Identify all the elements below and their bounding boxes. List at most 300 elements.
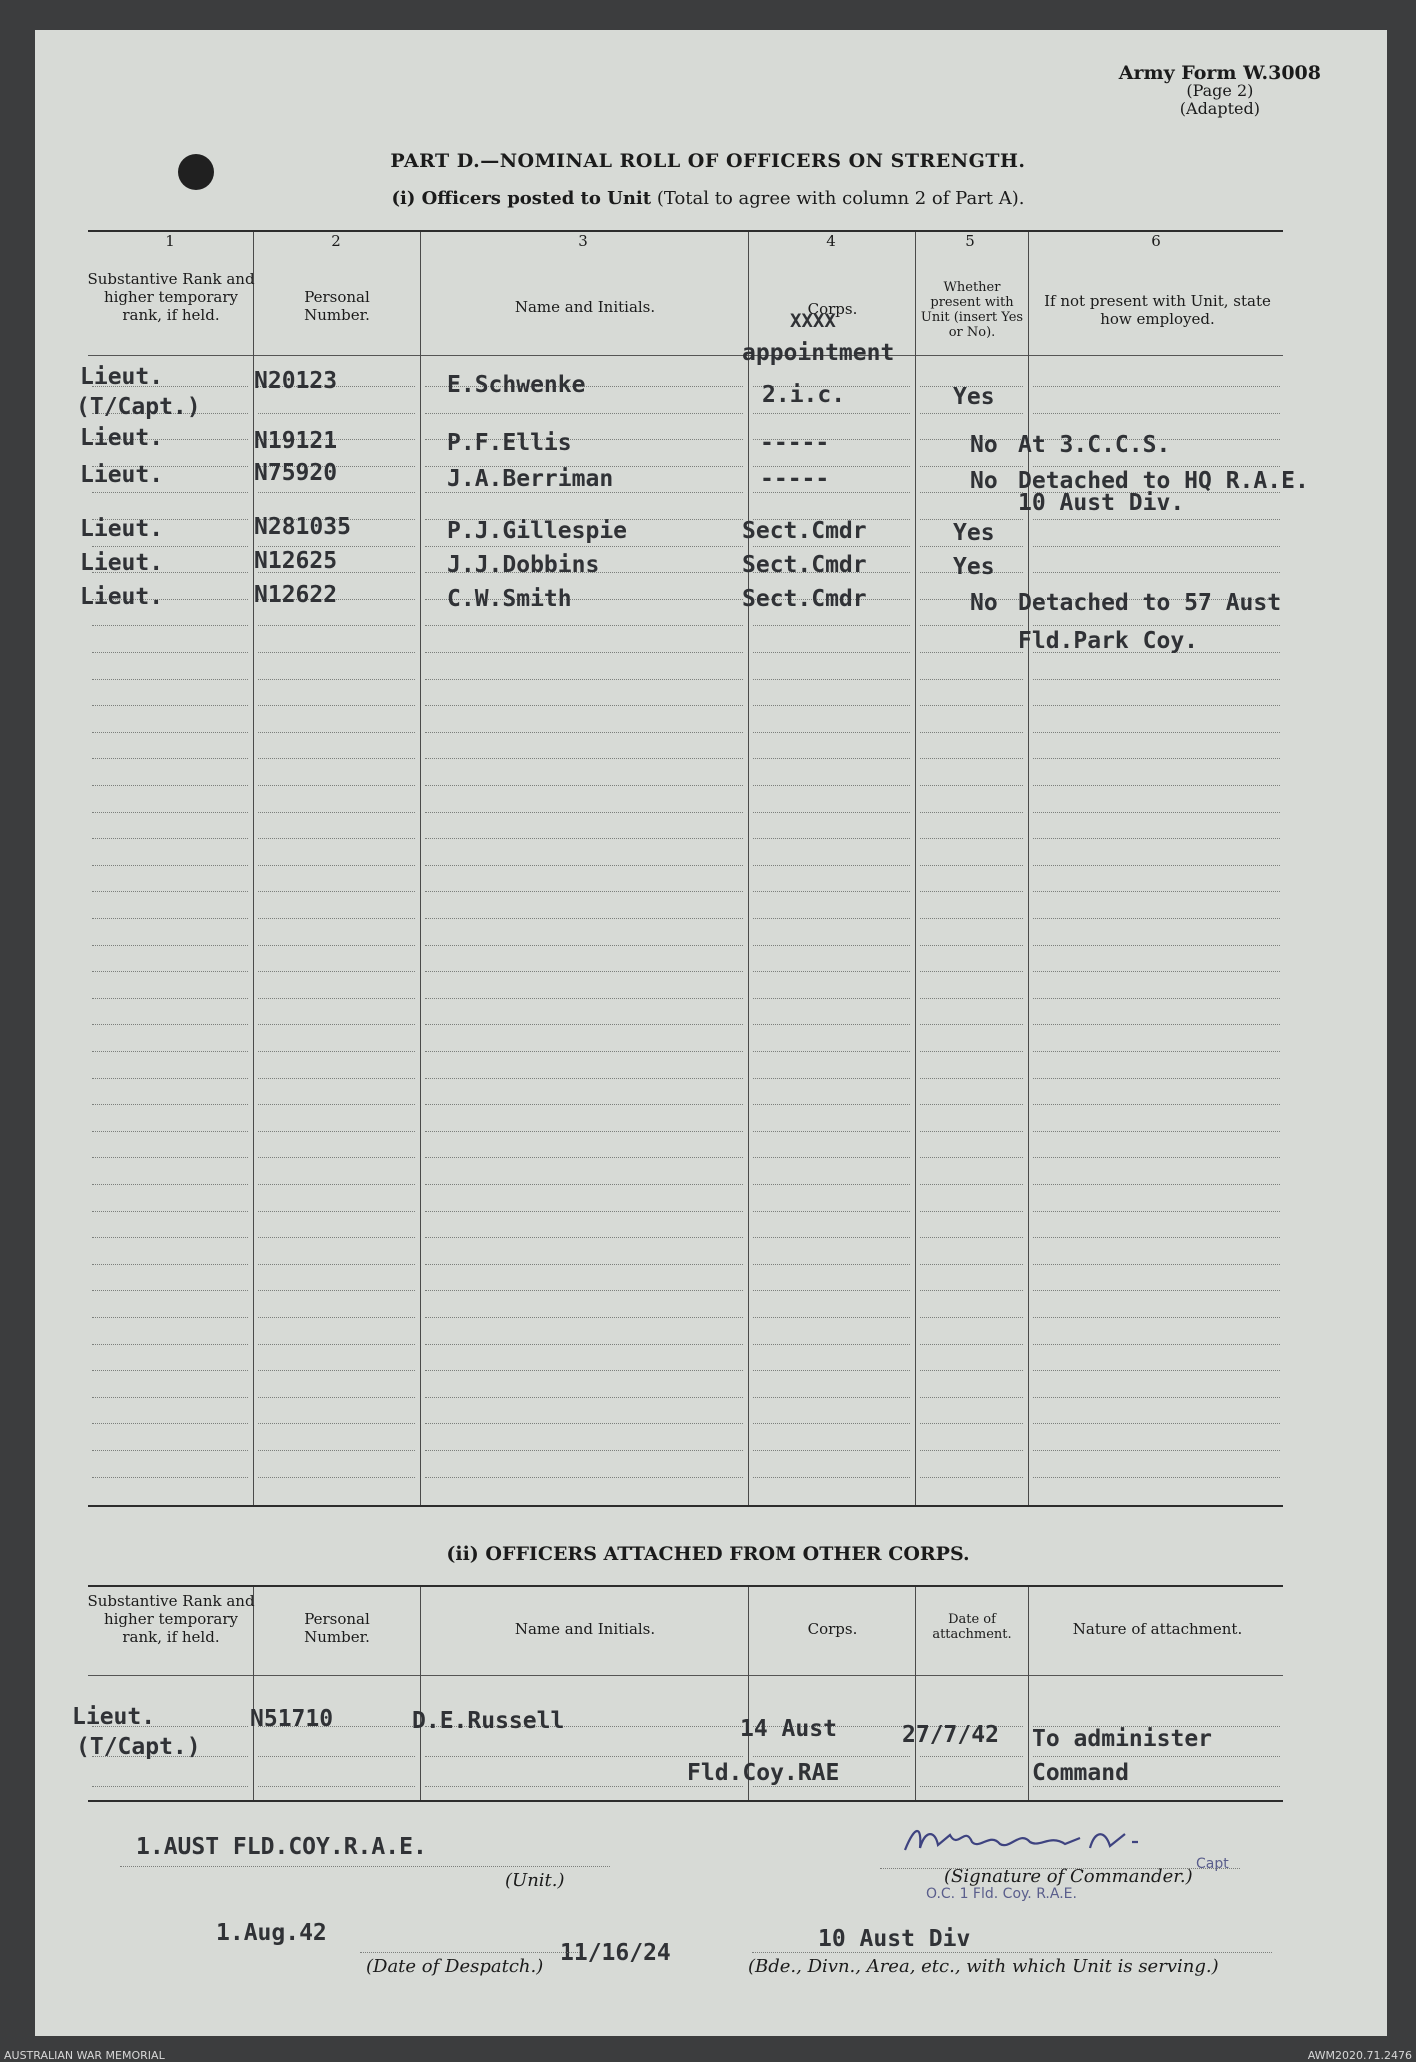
dotted-rule [920,1317,1023,1318]
dotted-rule [920,1211,1023,1212]
dotted-rule [425,625,743,626]
s2-header-date: Date of attachment. [932,1612,1012,1642]
dotted-rule [920,785,1023,786]
dotted-rule [425,1317,743,1318]
formation-value: 10 Aust Div [818,1926,971,1952]
dotted-rule [425,785,743,786]
unit-label: (Unit.) [505,1870,565,1891]
dotted-rule [1033,1317,1280,1318]
dotted-rule [258,1290,415,1291]
officer-2-number: N19121 [254,428,338,454]
dotted-rule [920,1237,1023,1238]
form-number-block [1119,64,1321,118]
form-adapted: (Adapted) [1179,99,1260,118]
dotted-rule [920,1290,1023,1291]
dotted-rule [753,1157,910,1158]
table1-col-divider [420,232,421,1505]
dotted-rule [258,1184,415,1185]
dotted-rule [753,1078,910,1079]
dotted-rule [1033,1157,1280,1158]
officer-5-name: J.J.Dobbins [447,552,600,578]
table2-col-divider [1028,1587,1029,1800]
dotted-rule [920,1450,1023,1451]
dotted-rule [258,1237,415,1238]
dotted-rule [1033,1264,1280,1265]
dotted-rule [92,758,248,759]
officer-3-rank: Lieut. [80,462,164,488]
dotted-rule [1033,1024,1280,1025]
dotted-rule [92,918,248,919]
corps-overtype: XXXX [790,310,836,332]
dotted-rule [920,1157,1023,1158]
dotted-rule [92,1786,248,1787]
dotted-rule [425,1290,743,1291]
dotted-rule [1033,466,1280,467]
dotted-rule [920,1786,1023,1787]
dotted-rule [753,705,910,706]
officer-4-rank: Lieut. [80,516,164,542]
form-number: Army Form W.3008 [1118,62,1321,84]
dotted-rule [753,1397,910,1398]
dotted-rule [425,918,743,919]
dotted-rule [1033,865,1280,866]
dotted-rule [920,1344,1023,1345]
officer-1-rank-temp: (T/Capt.) [76,394,201,420]
dotted-rule [920,945,1023,946]
table1-top-rule [88,230,1283,232]
dotted-rule [258,1450,415,1451]
dotted-rule [1033,625,1280,626]
table2-bottom-rule [88,1800,1283,1802]
dotted-rule [425,998,743,999]
dotted-rule [92,625,248,626]
table2-col-divider [420,1587,421,1800]
dotted-rule [258,971,415,972]
dotted-rule [258,625,415,626]
dotted-rule [920,998,1023,999]
col-number-6: 6 [1151,232,1161,250]
dotted-rule [920,758,1023,759]
col-number-4: 4 [826,232,836,250]
dotted-rule [258,705,415,706]
subtitle-rest: (Total to agree with column 2 of Part A). [656,188,1025,209]
dotted-rule [753,1024,910,1025]
dotted-rule [258,865,415,866]
officer-6-corps: Sect.Cmdr [742,586,867,612]
dotted-rule [425,1450,743,1451]
dotted-rule [425,413,743,414]
dotted-rule [258,1423,415,1424]
dotted-rule [425,812,743,813]
officer-2-rank: Lieut. [80,425,164,451]
dotted-rule [1033,891,1280,892]
dotted-rule [753,785,910,786]
attached-nature-2: Command [1032,1760,1129,1786]
dotted-rule [92,679,248,680]
dotted-rule [1033,918,1280,919]
dotted-rule [258,1370,415,1371]
dotted-rule [425,1184,743,1185]
dotted-rule [92,546,248,547]
dotted-rule [753,812,910,813]
dotted-rule [425,1237,743,1238]
dotted-rule [753,1756,910,1757]
dotted-rule [258,918,415,919]
dotted-rule [258,945,415,946]
dotted-rule [425,679,743,680]
table1-col-divider [253,232,254,1505]
dotted-rule [920,705,1023,706]
officer-4-present: Yes [953,520,995,546]
dotted-rule [1033,945,1280,946]
dotted-rule [1033,519,1280,520]
dotted-rule [425,1370,743,1371]
dotted-rule [92,1290,248,1291]
dotted-rule [920,1264,1023,1265]
dotted-rule [258,812,415,813]
dotted-rule [425,1131,743,1132]
dotted-rule [1033,386,1280,387]
dotted-rule [920,652,1023,653]
officer-3-corps: ----- [760,466,830,492]
dotted-rule [258,413,415,414]
dotted-rule [1033,1237,1280,1238]
dotted-rule [92,705,248,706]
dotted-rule [258,652,415,653]
dotted-rule [1033,546,1280,547]
dotted-rule [1033,705,1280,706]
dotted-rule [1033,1290,1280,1291]
dotted-rule [425,1078,743,1079]
officer-6-present: No [970,590,998,616]
dotted-rule [920,466,1023,467]
dotted-rule [92,1211,248,1212]
officer-1-present: Yes [953,384,995,410]
dotted-rule [920,1423,1023,1424]
table1-bottom-rule [88,1505,1283,1507]
officer-1-name: E.Schwenke [447,372,586,398]
subtitle-bold: (i) Officers posted to Unit [391,188,652,209]
dotted-rule [92,1237,248,1238]
officer-6-employed: Detached to 57 Aust [1018,590,1282,616]
dotted-rule [753,971,910,972]
dotted-rule [753,1290,910,1291]
commander-stamp: O.C. 1 Fld. Coy. R.A.E. [926,1886,1077,1902]
dotted-rule [920,1756,1023,1757]
officer-2-employed: At 3.C.C.S. [1018,432,1171,458]
attached-date: 27/7/42 [902,1722,999,1748]
dotted-rule [425,758,743,759]
signature-label: (Signature of Commander.) [944,1866,1193,1887]
officer-2-present: No [970,432,998,458]
officer-3-employed: Detached to HQ R.A.E. [1018,468,1309,494]
table1-col-divider [915,232,916,1505]
dotted-rule [92,1078,248,1079]
dotted-rule [920,891,1023,892]
attached-corps: 14 Aust [740,1716,837,1742]
dotted-rule [920,971,1023,972]
dotted-rule [753,1211,910,1212]
reference-number: 11/16/24 [560,1940,671,1966]
col-number-1: 1 [165,232,175,250]
dotted-rule [92,785,248,786]
dotted-rule [1033,1786,1280,1787]
dotted-rule [1033,971,1280,972]
dotted-rule [92,865,248,866]
dotted-rule [753,1344,910,1345]
dotted-rule [258,679,415,680]
dotted-rule [1033,1477,1280,1478]
dotted-rule [92,1051,248,1052]
dotted-rule [920,838,1023,839]
dotted-rule [425,1344,743,1345]
officer-5-rank: Lieut. [80,550,164,576]
dotted-rule [1033,572,1280,573]
unit-dotted-line [120,1866,610,1867]
dotted-rule [920,732,1023,733]
officer-1-number: N20123 [254,368,338,394]
dotted-rule [258,1157,415,1158]
dotted-rule [753,1104,910,1105]
dotted-rule [425,1423,743,1424]
dotted-rule [753,838,910,839]
attached-name: D.E.Russell [412,1708,565,1734]
dotted-rule [92,1184,248,1185]
officer-4-name: P.J.Gillespie [447,518,628,544]
officer-6-number: N12622 [254,582,338,608]
dotted-rule [753,758,910,759]
dotted-rule [1033,679,1280,680]
dotted-rule [753,1450,910,1451]
dotted-rule [92,891,248,892]
officer-5-corps: Sect.Cmdr [742,552,867,578]
dotted-rule [425,1104,743,1105]
dotted-rule [92,1397,248,1398]
dotted-rule [258,1211,415,1212]
dotted-rule [1033,1211,1280,1212]
dotted-rule [1033,1423,1280,1424]
dotted-rule [425,652,743,653]
dotted-rule [920,918,1023,919]
despatch-date: 1.Aug.42 [216,1920,327,1946]
dotted-rule [1033,785,1280,786]
dotted-rule [425,1264,743,1265]
dotted-rule [258,1786,415,1787]
table2-top-rule [88,1585,1283,1587]
dotted-rule [92,1131,248,1132]
dotted-rule [258,1131,415,1132]
dotted-rule [92,838,248,839]
officer-3-number: N75920 [254,460,338,486]
dotted-rule [1033,1344,1280,1345]
dotted-rule [753,625,910,626]
formation-dotted-line [752,1952,1272,1953]
dotted-rule [92,1423,248,1424]
dotted-rule [920,679,1023,680]
dotted-rule [258,1317,415,1318]
dotted-rule [920,1370,1023,1371]
page-title: PART D.—NOMINAL ROLL OF OFFICERS ON STRENGTH. [390,150,1026,172]
dotted-rule [92,492,248,493]
officer-1-corps: 2.i.c. [762,382,846,408]
dotted-rule [1033,1104,1280,1105]
dotted-rule [920,1131,1023,1132]
section2-title: (ii) OFFICERS ATTACHED FROM OTHER CORPS. [446,1543,970,1565]
dotted-rule [92,1370,248,1371]
table1-col-divider [748,232,749,1505]
header-present: Whether present with Unit (insert Yes or No). [920,280,1024,340]
header-name: Name and Initials. [514,298,656,316]
dotted-rule [92,1157,248,1158]
attached-rank-temp: (T/Capt.) [76,1734,201,1760]
dotted-rule [753,865,910,866]
dotted-rule [753,918,910,919]
dotted-rule [92,652,248,653]
despatch-label: (Date of Despatch.) [366,1956,544,1977]
dotted-rule [425,891,743,892]
dotted-rule [1033,758,1280,759]
dotted-rule [425,492,743,493]
dotted-rule [92,732,248,733]
dotted-rule [258,1397,415,1398]
dotted-rule [92,971,248,972]
dotted-rule [92,945,248,946]
dotted-rule [425,1211,743,1212]
col-number-5: 5 [965,232,975,250]
corps-appointment: appointment [742,340,895,366]
dotted-rule [425,1024,743,1025]
dotted-rule [258,1344,415,1345]
dotted-rule [92,1264,248,1265]
dotted-rule [920,413,1023,414]
dotted-rule [753,679,910,680]
dotted-rule [1033,732,1280,733]
credit-right: AWM2020.71.2476 [1307,2049,1412,2062]
form-page: (Page 2) [1186,81,1254,100]
attached-rank: Lieut. [72,1704,156,1730]
dotted-rule [425,865,743,866]
dotted-rule [92,1450,248,1451]
dotted-rule [1033,838,1280,839]
dotted-rule [753,1423,910,1424]
dotted-rule [753,1131,910,1132]
dotted-rule [92,1477,248,1478]
officer-5-number: N12625 [254,548,338,574]
dotted-rule [753,1264,910,1265]
dotted-rule [920,1184,1023,1185]
dotted-rule [425,945,743,946]
table1-header-rule [88,355,1283,356]
page-subtitle [0,188,1416,209]
dotted-rule [753,998,910,999]
dotted-rule [425,546,743,547]
dotted-rule [920,1477,1023,1478]
dotted-rule [425,1051,743,1052]
dotted-rule [920,625,1023,626]
dotted-rule [1033,812,1280,813]
dotted-rule [258,785,415,786]
dotted-rule [425,1786,743,1787]
dotted-rule [920,1078,1023,1079]
dotted-rule [425,1157,743,1158]
despatch-dotted-line [360,1952,580,1953]
header-personal-number: Personal Number. [304,288,370,324]
dotted-rule [258,758,415,759]
dotted-rule [753,1786,910,1787]
dotted-rule [753,1051,910,1052]
dotted-rule [92,998,248,999]
officer-4-corps: Sect.Cmdr [742,518,867,544]
officer-3-present: No [970,468,998,494]
dotted-rule [425,1756,743,1757]
dotted-rule [258,891,415,892]
attached-nature: To administer [1032,1726,1213,1752]
dotted-rule [753,1184,910,1185]
dotted-rule [920,812,1023,813]
col-number-3: 3 [578,232,588,250]
officer-2-name: P.F.Ellis [447,430,572,456]
dotted-rule [753,1477,910,1478]
officer-3-name: J.A.Berriman [447,466,614,492]
officer-6-name: C.W.Smith [447,586,572,612]
dotted-rule [1033,1370,1280,1371]
officer-5-present: Yes [953,554,995,580]
dotted-rule [425,705,743,706]
dotted-rule [753,492,910,493]
officer-1-rank: Lieut. [80,364,164,390]
dotted-rule [753,732,910,733]
dotted-rule [1033,413,1280,414]
dotted-rule [920,1104,1023,1105]
header-rank: Substantive Rank and higher temporary rank, if held. [87,270,255,324]
dotted-rule [258,1078,415,1079]
dotted-rule [92,1344,248,1345]
s2-header-corps: Corps. [807,1620,858,1638]
dotted-rule [258,1104,415,1105]
attached-corps-2: Fld.Coy.RAE [687,1760,840,1786]
s2-header-personal-number: Personal Number. [304,1610,370,1646]
unit-value: 1.AUST FLD.COY.R.A.E. [136,1834,427,1860]
dotted-rule [753,1370,910,1371]
stamp-rank: Capt [1196,1856,1229,1872]
dotted-rule [92,1024,248,1025]
dotted-rule [1033,1131,1280,1132]
dotted-rule [753,1317,910,1318]
s2-header-nature: Nature of attachment. [1072,1620,1243,1638]
credit-left: AUSTRALIAN WAR MEMORIAL [4,2049,165,2062]
dotted-rule [1033,1184,1280,1185]
attached-number: N51710 [250,1706,334,1732]
dotted-rule [1033,998,1280,999]
dotted-rule [258,546,415,547]
dotted-rule [92,812,248,813]
dotted-rule [258,1051,415,1052]
dotted-rule [1033,1051,1280,1052]
dotted-rule [258,732,415,733]
dotted-rule [1033,1397,1280,1398]
col-number-2: 2 [331,232,341,250]
dotted-rule [425,971,743,972]
officer-2-corps: ----- [760,430,830,456]
s2-header-name: Name and Initials. [514,1620,656,1638]
table2-col-divider [915,1587,916,1800]
dotted-rule [258,838,415,839]
formation-label: (Bde., Divn., Area, etc., with which Unit is serving.) [748,1956,1219,1977]
dotted-rule [753,1237,910,1238]
dotted-rule [1033,1756,1280,1757]
officer-4-number: N281035 [254,514,351,540]
dotted-rule [753,413,910,414]
